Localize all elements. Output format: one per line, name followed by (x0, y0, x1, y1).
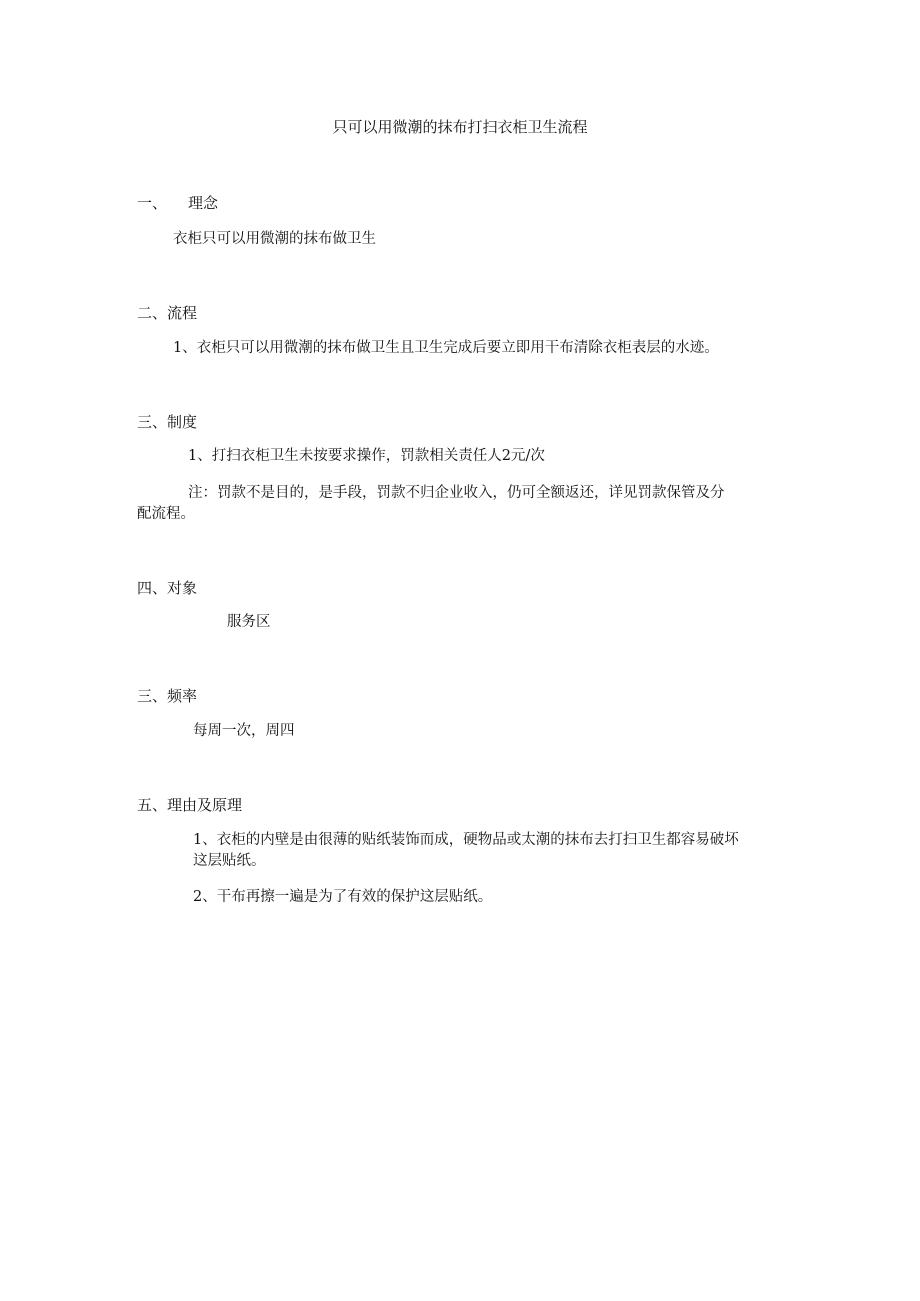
section-number: 三、 (137, 413, 168, 431)
section-heading-reasons (137, 795, 242, 815)
section-text: 每周一次，周四 (193, 723, 295, 739)
section-text: 服务区 (227, 614, 271, 630)
section-heading-process (137, 303, 197, 323)
section-title: 理由及原理 (167, 796, 243, 814)
section-text: 1、打扫衣柜卫生未按要求操作，罚款相关责任人2元/次 (188, 448, 545, 464)
section-text: 衣柜只可以用微潮的抹布做卫生 (173, 231, 376, 247)
section-number: 三、 (137, 687, 168, 705)
section-text: 配流程。 (137, 506, 195, 522)
section-heading-target (137, 578, 197, 598)
document-title: 只可以用微潮的抹布打扫衣柜卫生流程 (332, 118, 588, 136)
section-heading-concept (137, 193, 218, 213)
section-title: 对象 (167, 579, 198, 597)
section-text: 注：罚款不是目的，是手段，罚款不归企业收入，仍可全额返还，详见罚款保管及分 (188, 485, 725, 501)
section-number: 四、 (137, 579, 168, 597)
section-title: 流程 (167, 304, 198, 322)
section-number: 二、 (137, 304, 168, 322)
section-text: 这层贴纸。 (193, 853, 266, 869)
section-text: 1、衣柜只可以用微潮的抹布做卫生且卫生完成后要立即用干布清除衣柜表层的水迹。 (173, 340, 719, 356)
section-text: 2、干布再擦一遍是为了有效的保护这层贴纸。 (193, 889, 493, 905)
section-heading-rules (137, 412, 197, 432)
section-number: 一、 (137, 194, 168, 212)
section-title: 理念 (188, 194, 219, 212)
section-title: 制度 (167, 413, 198, 431)
section-title: 频率 (167, 687, 198, 705)
section-text: 1、衣柜的内壁是由很薄的贴纸装饰而成，硬物品或太潮的抹布去打扫卫生都容易破坏 (193, 832, 739, 848)
section-heading-frequency (137, 686, 197, 706)
section-number: 五、 (137, 796, 168, 814)
